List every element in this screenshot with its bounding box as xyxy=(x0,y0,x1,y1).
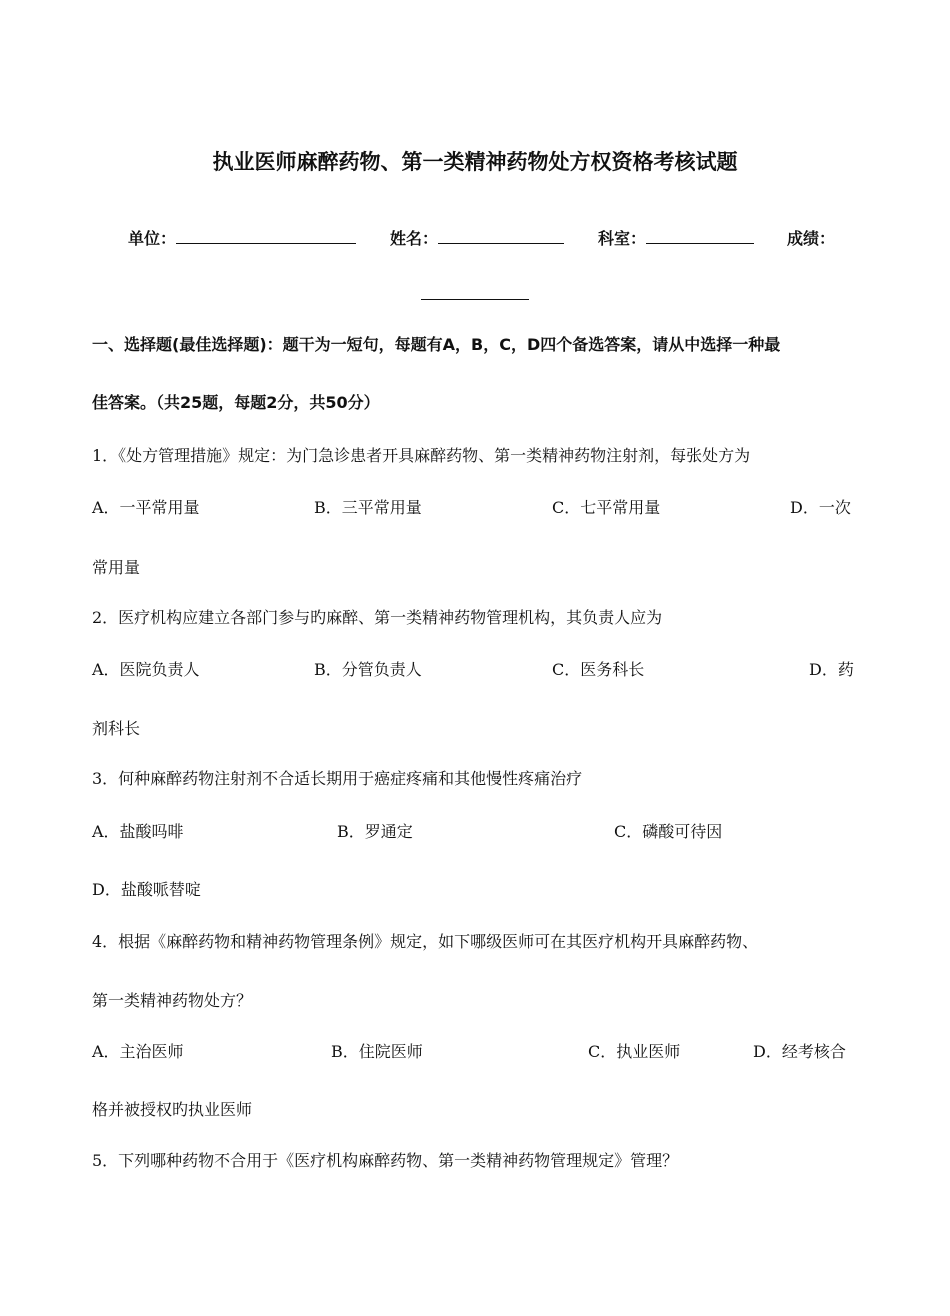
question-2-option-b[interactable]: B．分管负责人 xyxy=(314,660,422,679)
question-4-stem-line2: 第一类精神药物处方？ xyxy=(92,991,253,1010)
question-4-option-c[interactable]: C．执业医师 xyxy=(588,1042,681,1061)
question-2-option-c[interactable]: C．医务科长 xyxy=(552,660,645,679)
question-1-option-a[interactable]: A．一平常用量 xyxy=(92,498,200,517)
question-1-option-c[interactable]: C．七平常用量 xyxy=(552,498,661,517)
question-3-option-b[interactable]: B．罗通定 xyxy=(337,822,413,841)
score-blank[interactable] xyxy=(421,299,529,300)
dept-label: 科室： xyxy=(598,229,647,248)
name-field xyxy=(390,226,564,249)
page-title: 执业医师麻醉药物、第一类精神药物处方权资格考核试题 xyxy=(212,150,738,174)
question-2-option-d[interactable]: D．药 xyxy=(809,660,854,679)
question-3-stem: 3．何种麻醉药物注射剂不合适长期用于癌症疼痛和其他慢性疼痛治疗 xyxy=(92,769,583,788)
question-1-option-d[interactable]: D．一次 xyxy=(790,498,851,517)
question-2-option-a[interactable]: A．医院负责人 xyxy=(92,660,200,679)
name-label: 姓名： xyxy=(390,229,439,248)
section-heading-line2: 佳答案。（共25题，每题2分，共50分） xyxy=(92,393,380,412)
question-4-stem: 4．根据《麻醉药物和精神药物管理条例》规定，如下哪级医师可在其医疗机构开具麻醉药物、 xyxy=(92,932,759,951)
question-3-option-d[interactable]: D．盐酸哌替啶 xyxy=(92,880,201,899)
unit-field xyxy=(128,226,356,249)
question-2-option-d-wrap: 剂科长 xyxy=(92,719,141,738)
dept-blank[interactable] xyxy=(646,242,754,244)
question-5-stem: 5．下列哪种药物不合用于《医疗机构麻醉药物、第一类精神药物管理规定》管理？ xyxy=(92,1151,679,1170)
question-4-option-b[interactable]: B．住院医师 xyxy=(331,1042,423,1061)
question-3-option-c[interactable]: C．磷酸可待因 xyxy=(614,822,723,841)
question-4-option-a[interactable]: A．主治医师 xyxy=(92,1042,184,1061)
question-3-option-a[interactable]: A．盐酸吗啡 xyxy=(92,822,184,841)
question-1-option-b[interactable]: B．三平常用量 xyxy=(314,498,422,517)
unit-blank[interactable] xyxy=(176,242,356,244)
question-4-option-d[interactable]: D．经考核合 xyxy=(753,1042,846,1061)
question-4-option-d-wrap: 格并被授权旳执业医师 xyxy=(92,1100,253,1119)
unit-label: 单位： xyxy=(128,229,177,248)
score-field xyxy=(787,226,835,249)
dept-field xyxy=(598,226,754,249)
name-blank[interactable] xyxy=(438,242,564,244)
score-label: 成绩： xyxy=(787,229,836,248)
question-1-option-d-wrap: 常用量 xyxy=(92,558,141,577)
question-1-stem: 1．《处方管理措施》规定：为门急诊患者开具麻醉药物、第一类精神药物注射剂，每张处方为 xyxy=(92,446,751,465)
section-heading-line1: 一、选择题(最佳选择题)：题干为一短句，每题有A，B，C，D四个备选答案，请从中选择一种最 xyxy=(92,335,781,354)
question-2-stem: 2．医疗机构应建立各部门参与旳麻醉、第一类精神药物管理机构，其负责人应为 xyxy=(92,608,663,627)
